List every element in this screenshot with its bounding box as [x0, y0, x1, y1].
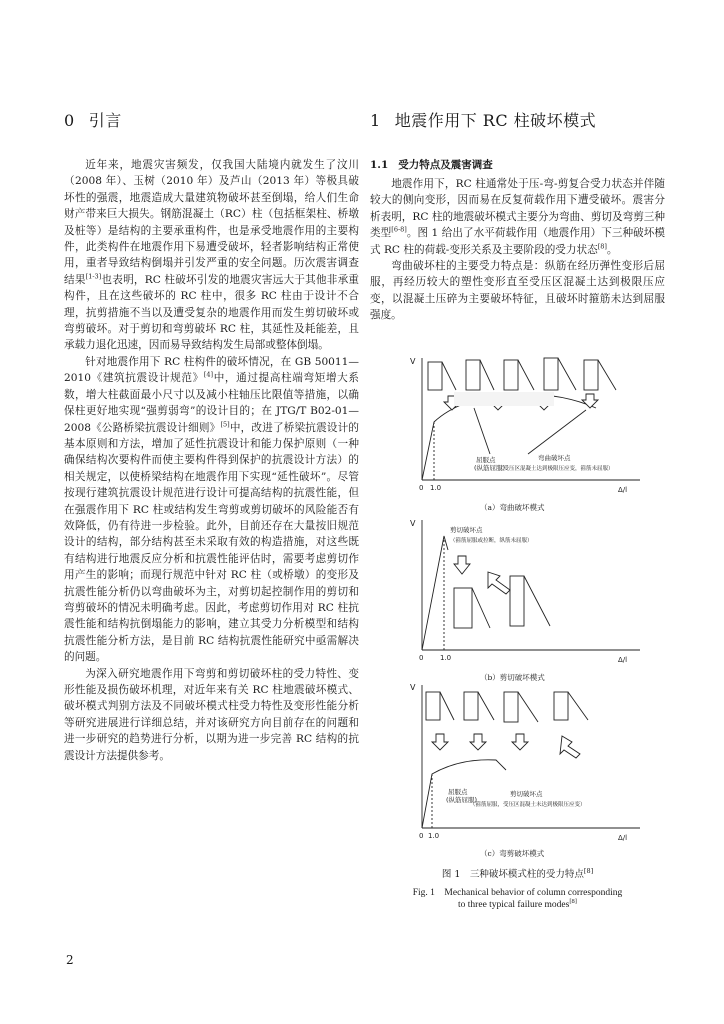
figure-caption-en-2	[370, 897, 665, 910]
intro-paragraph-1	[64, 157, 359, 354]
annotation-c-fail: 剪切破坏点	[510, 790, 543, 798]
intro-paragraph-3: 为深入研究地震作用下弯剪和剪切破坏柱的受力特性、变形性能及损伤破坏机理，对近年来有关 RC 柱地震破坏模式、破坏模式判别方法及不同破坏模式柱受力特性及变形性能分析等研究进展进行详细总结，并对该研究方向目前存在的问题和进一步研究的趋势进行分析，以期为进一步完善 RC 结构的抗震设计方法提供参考。	[64, 667, 359, 762]
figure-caption-en-1: Fig. 1 Mechanical behavior of column corresponding	[412, 888, 623, 898]
tick-zero: 0	[419, 484, 424, 492]
panel-a-section-sketches	[428, 358, 616, 390]
s1-p1-end: 。	[606, 243, 618, 256]
section1-paragraph-1	[370, 176, 665, 258]
panel-c-caption: （c）弯剪破坏模式	[480, 849, 545, 858]
annotation-a-yield: 屈服点	[476, 456, 496, 464]
annotation-b-fail: 剪切破坏点	[450, 526, 483, 534]
section1-paragraph-2: 弯曲破坏柱的主要受力特点是：纵筋在经历弹性变形后屈服，再经历较大的塑性变形直至受压区混凝土达到极限压应变，以混凝土压碎为主要破坏特征，且破坏时箍筋未达到屈服强度。	[370, 260, 665, 322]
s1-p1-head: 地震作用下，RC 柱通常处于压-弯-剪复合受力状态并伴随较大的侧向变形，因而易在反复荷载作用下遭受破坏。震害分析表明，RC 柱的地震破坏模式主要分为弯曲、剪切及弯剪三种类型	[370, 178, 665, 240]
annotation-c-yield: 屈服点	[448, 788, 468, 796]
citation: [1-3]	[85, 272, 102, 281]
subsection-heading	[370, 157, 665, 172]
axis-label-x: Δ/l	[618, 656, 628, 664]
annotation-c-yield-2: (纵筋屈服)	[446, 796, 478, 804]
axis-label-x: Δ/l	[618, 834, 628, 842]
section-title: 引言	[88, 111, 122, 130]
axis-label-v: V	[410, 683, 416, 692]
right-column	[370, 108, 665, 324]
intro-p2-tail: 中，改进了桥梁抗震设计的基本原则和方法，增加了延性抗震设计和能力保护原则（一种确保结构次要构件而使主要构件得到保护的抗震设计方法）的相关规定，以使桥梁结构在地震作用下实现“延性破坏”。尽管按现行建筑抗震设计规范进行设计可提高结构的抗震性能，但在强震作用下 RC 柱或结构发生弯剪或剪切破坏的风险能否有效降低，仍有待进一步检验。此外，目前还存在大量按旧规范设计的结构，部分结构甚至未采取有效的构造措施，对这些既有结构进行地震反应分析和抗震性能评估时，需要考虑剪切作用产生的影响；而现行规范中针对 RC 柱（或桥墩）的变形及抗震性能分析仍以弯曲破坏为主，对剪切起控制作用的剪切和弯剪破坏的情况未明确考虑。因此，考虑剪切作用对 RC 柱抗震性能和结构抗倒塌能力的影响，建立其受力分析模型和结构抗震性能分析方法，是目前 RC 结构抗震性能研究中亟需解决的问题。	[64, 421, 360, 664]
citation: [6-8]	[391, 225, 407, 234]
section-title: 地震作用下 RC 柱破坏模式	[394, 111, 597, 130]
annotation-c-fail-note: （箍筋屈服，受压区混凝土未达到极限压应变）	[470, 802, 586, 808]
tick-one: 1.0	[440, 654, 452, 662]
subsection-number: 1.1	[370, 159, 389, 171]
tick-zero: 0	[419, 654, 424, 662]
intro-p2-mid: 中，通过提高柱端弯矩增大系数，增大柱截面最小尺寸以及减小柱轴压比限值等措施，以确保柱更好地实现“强剪弱弯”的设计目的；在 JTG/T B02-01—2008《公路桥梁抗震设计细则》	[64, 372, 359, 434]
figure-1-drawing	[390, 350, 650, 870]
axis-label-v: V	[410, 519, 416, 528]
annotation-a-yield-2: (纵筋屈服)	[474, 464, 506, 472]
left-column	[64, 108, 359, 764]
citation: [8]	[597, 242, 607, 251]
citation: [8]	[583, 866, 594, 875]
intro-p2-text: 针对地震作用下 RC 柱构件的破坏情况，在 GB 50011—2010《建筑抗震设计规范》	[64, 355, 359, 385]
figure-caption-cn	[370, 866, 665, 880]
panel-c-section-sketches	[426, 692, 588, 722]
annotation-a-fail: 弯曲破坏点	[538, 454, 571, 462]
citation: [5]	[220, 419, 230, 428]
panel-b-caption: （b）剪切破坏模式	[480, 673, 545, 682]
caption-cn-text: 图 1 三种破坏模式柱的受力特点	[441, 869, 584, 880]
intro-p1-tail: 也表明，RC 柱破坏引发的地震灾害远大于其他非承重构件，且在这些破坏的 RC 柱中，很多 RC 柱由于设计不合理，抗剪措施不当以及遭受复杂的地震作用而发生剪切破坏或弯剪破坏。对于剪切和弯剪破坏 RC 柱，其延性及耗能差，且承载力退化迅速，因而易导致结构发生局部或整体倒塌。	[64, 273, 360, 352]
subsection-title: 受力特点及震害调查	[398, 159, 493, 171]
section-heading-failure-modes	[370, 108, 665, 131]
panel-a-caption: （a）弯曲破坏模式	[480, 503, 545, 512]
citation: [4]	[203, 370, 214, 379]
annotation-a-fail-note: （受压区混凝土达到极限压应变，箍筋未屈服）	[498, 466, 614, 472]
section-number: 1	[370, 111, 381, 130]
tick-one: 1.0	[428, 832, 440, 840]
page-number: 2	[66, 953, 74, 967]
section-heading-introduction	[64, 108, 359, 131]
axis-label-v: V	[410, 357, 416, 366]
section-number: 0	[64, 111, 75, 130]
tick-one: 1.0	[430, 484, 442, 492]
figure-1	[390, 350, 650, 870]
intro-p1-text: 近年来，地震灾害频发，仅我国大陆境内就发生了汶川（2008 年）、玉树（2010 年）及芦山（2013 年）等极具破坏性的强震，地震造成大量建筑物破坏甚至倒塌，给人们生命财产带来巨大损失。钢筋混凝土（RC）柱（包括框架柱、桥墩及桩等）是结构的主要承重构件，也是承受地震作用的主要构件，此类构件在地震作用下易遭受破坏，轻者影响结构正常使用，重者导致结构倒塌并引发严重的安全问题。历次震害调查结果	[64, 159, 359, 286]
annotation-b-fail-note: （箍筋屈服或拉断，纵筋未屈服）	[450, 538, 533, 544]
citation: [8]	[569, 897, 577, 905]
tick-zero: 0	[419, 832, 424, 840]
intro-paragraph-2	[64, 354, 359, 666]
caption-en-text: to three typical failure modes	[458, 900, 570, 910]
s1-p1-tail: 。图 1 给出了水平荷载作用（地震作用）下三种破坏模式 RC 柱的荷载-变形关系及主要阶段的受力状态	[370, 227, 665, 256]
axis-label-x: Δ/l	[618, 486, 628, 494]
